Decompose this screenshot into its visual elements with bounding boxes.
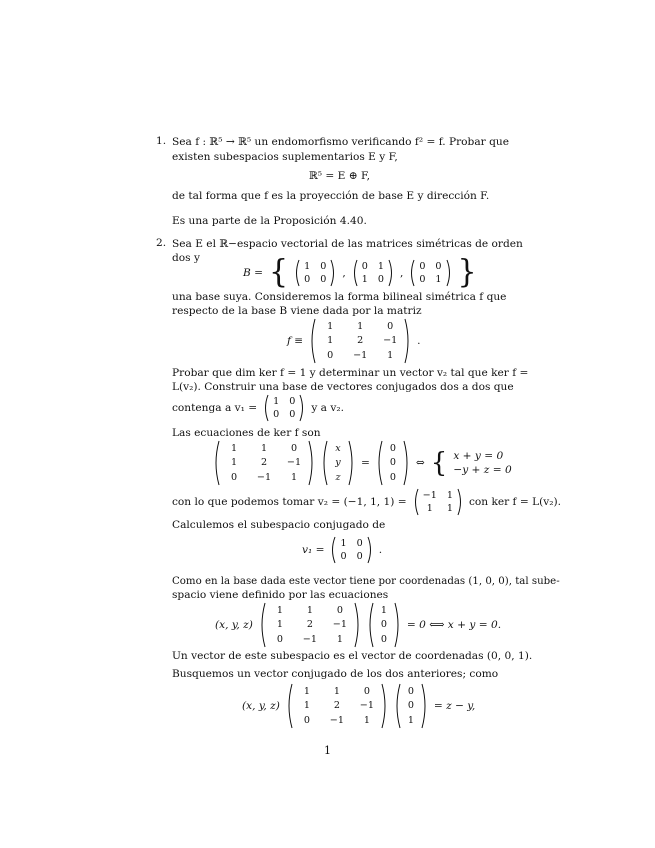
- f-matrix-grid: [316, 318, 404, 364]
- matrix-entry: 0: [289, 396, 296, 407]
- basis-comma: ,: [342, 267, 346, 279]
- vector-entry: 0: [389, 457, 396, 469]
- right-paren: [348, 440, 355, 486]
- matrix-entry: 1: [333, 685, 340, 697]
- vector-entry: y: [335, 457, 341, 469]
- matrix-entry: 0: [230, 472, 238, 484]
- matrix-entry: −1: [302, 634, 317, 646]
- problem-1-statement-line-3: de tal forma que f es la proyección de base E y dirección F.: [172, 190, 490, 202]
- matrix-entry: 0: [303, 715, 310, 727]
- matrix-entry: −1: [353, 350, 368, 362]
- matrix-entry: 0: [361, 261, 368, 272]
- v1-display-grid: [336, 536, 366, 564]
- right-paren: [308, 440, 315, 486]
- left-paren: [394, 683, 401, 729]
- left-brace: {: [269, 254, 289, 291]
- basis-comma: ,: [399, 267, 404, 279]
- system-brace: {: [430, 447, 448, 479]
- equals-sign: =: [361, 457, 370, 469]
- subspace-vector-line: Un vector de este subespacio es el vector de coordenadas (0, 0, 1).: [172, 650, 533, 662]
- right-paren: [299, 394, 305, 422]
- matrix-entry: 1: [276, 604, 283, 616]
- iff-arrow: ⇔: [415, 457, 425, 469]
- left-paren: [321, 440, 328, 486]
- matrix-entry: 1: [290, 472, 298, 484]
- basis-lhs: B =: [243, 267, 264, 279]
- v2-grid: [419, 488, 457, 516]
- right-paren: [421, 683, 428, 729]
- matrix-entry: −1: [359, 700, 374, 712]
- conjugate-equation-2: [239, 683, 478, 729]
- matrix-entry: 0: [320, 274, 327, 285]
- basis-matrix-2: [352, 259, 394, 287]
- left-paren: [309, 318, 316, 364]
- f-end-period: .: [417, 335, 421, 347]
- conjugate-equation-1: [212, 602, 504, 648]
- matrix-entry: 0: [377, 274, 384, 285]
- e3-grid: [401, 683, 421, 729]
- matrix-entry: 0: [387, 320, 394, 332]
- matrix-entry: 0: [356, 551, 363, 562]
- matrix-entry: 0: [435, 261, 442, 272]
- right-paren: [403, 440, 410, 486]
- basis-matrix-3: [409, 259, 451, 287]
- problem-2-number: 2.: [156, 237, 167, 249]
- result-2: = z − y,: [433, 700, 476, 712]
- problem-2-statement-line-5: Probar que dim ker f = 1 y determinar un vector v₂ tal que ker f =: [172, 367, 529, 379]
- basis-matrix-3-grid: [415, 259, 445, 287]
- matrix-entry: 1: [304, 261, 311, 272]
- kernel-intro: Las ecuaciones de ker f son: [172, 427, 321, 439]
- system-eq-1: x + y = 0: [453, 450, 504, 462]
- matrix-entry: 2: [306, 619, 313, 631]
- row-xyz: (x, y, z): [242, 700, 280, 712]
- problem-2-statement-line-6: L(v₂). Construir una base de vectores conjugados dos a dos que: [172, 381, 514, 393]
- problem-1-statement-line-1: Sea f : ℝ⁵ → ℝ⁵ un endomorfismo verificando f² = f. Probar que: [172, 136, 509, 148]
- matrix-entry: −1: [422, 490, 437, 501]
- vector-entry: 0: [380, 634, 387, 646]
- line7-prefix: contenga a v₁ =: [172, 402, 258, 414]
- v1-display-matrix: [330, 536, 372, 564]
- matrix-entry: 2: [260, 457, 268, 469]
- right-paren: [394, 602, 401, 648]
- f-matrix-kernel-grid: [220, 440, 308, 486]
- matrix-entry: −1: [332, 619, 347, 631]
- matrix-entry: 0: [276, 634, 283, 646]
- xyz-column-vector: [321, 440, 355, 486]
- vector-entry: 0: [407, 685, 414, 697]
- matrix-entry: 1: [306, 604, 313, 616]
- f-matrix-kernel: [213, 440, 315, 486]
- matrix-entry: 0: [419, 261, 426, 272]
- f-matrix-conj-2-grid: [293, 683, 381, 729]
- left-paren: [367, 602, 374, 648]
- matrix-entry: 1: [276, 619, 283, 631]
- vector-entry: 0: [380, 619, 387, 631]
- right-paren: [388, 259, 394, 287]
- basis-matrix-1-grid: [300, 259, 330, 287]
- v1-display-equation: [299, 535, 385, 565]
- v2-prefix: con lo que podemos tomar v₂ = (−1, 1, 1) =: [172, 496, 407, 508]
- v2-suffix: con ker f = L(v₂).: [468, 496, 561, 508]
- matrix-entry: 0: [340, 551, 347, 562]
- f-matrix: [309, 318, 411, 364]
- f-matrix-conj-1: [259, 602, 361, 648]
- matrix-entry: 0: [419, 274, 426, 285]
- matrix-entry: 0: [304, 274, 311, 285]
- e1-column-vector: [367, 602, 401, 648]
- right-paren: [446, 259, 452, 287]
- matrix-entry: −1: [286, 457, 302, 469]
- matrix-entry: 1: [327, 320, 334, 332]
- matrix-entry: 0: [363, 685, 370, 697]
- matrix-entry: 0: [289, 409, 296, 420]
- matrix-entry: 0: [320, 261, 327, 272]
- matrix-entry: 1: [387, 350, 394, 362]
- coordinates-line-1: Como en la base dada este vector tiene por coordenadas (1, 0, 0), tal sube-: [172, 576, 560, 587]
- matrix-entry: 1: [446, 490, 453, 501]
- matrix-entry: 1: [303, 700, 310, 712]
- v2-matrix: [413, 488, 463, 516]
- matrix-entry: 2: [357, 335, 364, 347]
- left-paren: [259, 602, 266, 648]
- v1-lhs: v₁ =: [302, 544, 325, 556]
- right-brace: }: [457, 254, 477, 291]
- left-paren: [213, 440, 220, 486]
- vector-entry: 1: [407, 715, 414, 727]
- matrix-entry: 1: [230, 442, 238, 454]
- right-paren: [354, 602, 361, 648]
- line7-suffix: y a v₂.: [311, 402, 344, 414]
- matrix-entry: 0: [327, 350, 334, 362]
- basis-b-equation: [240, 254, 480, 291]
- matrix-entry: 1: [426, 503, 433, 514]
- row-xyz: (x, y, z): [215, 619, 253, 631]
- problem-2-statement-line-1: Sea E el ℝ−espacio vectorial de las matrices simétricas de orden: [172, 238, 523, 250]
- problem-2-statement-line-2: dos y: [172, 252, 200, 264]
- problem-1-number: 1.: [156, 135, 167, 147]
- matrix-entry: 1: [327, 335, 334, 347]
- matrix-entry: −1: [329, 715, 344, 727]
- e1-grid: [374, 602, 394, 648]
- matrix-entry: 1: [273, 396, 280, 407]
- system-eq-2: −y + z = 0: [453, 464, 512, 476]
- e3-column-vector: [394, 683, 428, 729]
- matrix-entry: 1: [446, 503, 453, 514]
- page-number: 1: [324, 744, 331, 757]
- matrix-entry: 1: [435, 274, 442, 285]
- problem-2-statement-line-4: respecto de la base B viene dada por la matriz: [172, 305, 422, 317]
- right-paren: [404, 318, 411, 364]
- matrix-entry: 0: [356, 538, 363, 549]
- matrix-entry: −1: [383, 335, 398, 347]
- vector-entry: z: [335, 472, 341, 484]
- right-paren: [381, 683, 388, 729]
- left-paren: [376, 440, 383, 486]
- matrix-entry: 1: [361, 274, 368, 285]
- matrix-entry: 0: [273, 409, 280, 420]
- result-1: = 0 ⟺ x + y = 0.: [406, 619, 502, 631]
- vector-entry: 0: [389, 472, 396, 484]
- vector-entry: 1: [380, 604, 387, 616]
- problem-2-statement-line-7: [169, 393, 347, 423]
- matrix-entry: 2: [333, 700, 340, 712]
- v1-inline-grid: [269, 394, 299, 422]
- right-paren: [367, 536, 373, 564]
- f-matrix-conj-2: [286, 683, 388, 729]
- v1-end: .: [378, 544, 383, 556]
- search-line: Busquemos un vector conjugado de los dos anteriores; como: [172, 668, 499, 680]
- matrix-entry: 1: [377, 261, 384, 272]
- xyz-grid: [328, 440, 348, 486]
- vector-entry: 0: [389, 442, 396, 454]
- v1-inline-matrix: [263, 394, 305, 422]
- matrix-entry: 1: [260, 442, 268, 454]
- matrix-entry: 1: [230, 457, 238, 469]
- kernel-system-equation: [210, 440, 515, 486]
- conjugate-intro: Calculemos el subespacio conjugado de: [172, 519, 386, 531]
- basis-matrix-1: [294, 259, 336, 287]
- matrix-entry: 1: [357, 320, 364, 332]
- problem-1-statement-line-2: existen subespacios suplementarios E y F,: [172, 151, 398, 163]
- right-paren: [330, 259, 336, 287]
- problem-1-direct-sum-equation: ℝ⁵ = E ⊕ F,: [308, 170, 371, 182]
- matrix-entry: 0: [290, 442, 298, 454]
- problem-1-solution-note: Es una parte de la Proposición 4.40.: [172, 215, 367, 227]
- matrix-entry: 1: [336, 634, 343, 646]
- matrix-entry: 0: [336, 604, 343, 616]
- vector-entry: 0: [407, 700, 414, 712]
- problem-2-statement-line-3: una base suya. Consideremos la forma bilineal simétrica f que: [172, 291, 507, 303]
- matrix-entry: 1: [363, 715, 370, 727]
- right-paren: [457, 488, 463, 516]
- zero-grid: [383, 440, 403, 486]
- coordinates-line-2: spacio viene definido por las ecuaciones: [172, 589, 389, 601]
- v2-choice-line: [169, 487, 564, 517]
- vector-entry: x: [335, 442, 341, 454]
- basis-matrix-2-grid: [358, 259, 388, 287]
- left-paren: [286, 683, 293, 729]
- f-matrix-conj-1-grid: [266, 602, 354, 648]
- matrix-entry: 1: [340, 538, 347, 549]
- zero-column-vector: [376, 440, 410, 486]
- linear-system: [453, 449, 511, 477]
- bilinear-form-matrix-equation: [284, 318, 424, 364]
- matrix-entry: 1: [303, 685, 310, 697]
- f-lhs: f ≡: [287, 335, 304, 347]
- matrix-entry: −1: [256, 472, 272, 484]
